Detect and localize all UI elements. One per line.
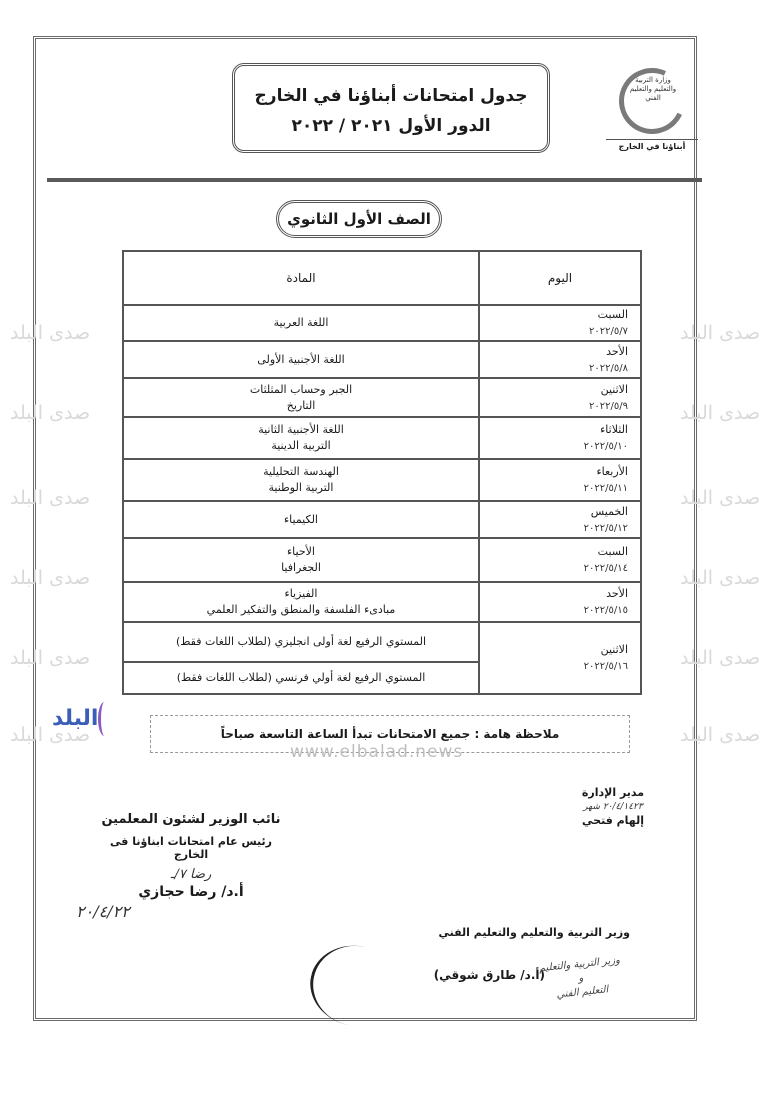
subject-cell xyxy=(123,622,479,662)
watermark-text: صدى البلد xyxy=(10,647,91,669)
subject: التربية الوطنية xyxy=(268,481,334,494)
watermark-text: صدى البلد xyxy=(680,647,761,669)
important-note: ملاحظة هامة : جميع الامتحانات تبدأ الساعة التاسعة صباحاً xyxy=(150,715,630,753)
swirl-icon xyxy=(98,702,111,736)
logo-emblem-text: وزارة التربية والتعليم والتعليم الفني xyxy=(629,76,677,102)
watermark-text: صدى البلد xyxy=(10,567,91,589)
day-date: ٢٠٢٢/٥/١٢ xyxy=(583,522,628,534)
table-row xyxy=(123,378,641,417)
grade-label: الصف الأول الثانوي xyxy=(276,200,442,238)
watermark-text: صدى البلد xyxy=(680,567,761,589)
subject: اللغة العربية xyxy=(273,316,329,329)
subject-cell xyxy=(123,305,479,341)
subject-cell xyxy=(123,538,479,582)
day-date: ٢٠٢٢/٥/٨ xyxy=(589,362,628,374)
subject: التاريخ xyxy=(286,398,316,412)
minister-name: (أ.د/ طارق شوقي) xyxy=(433,968,545,982)
day-name: السبت xyxy=(597,308,628,321)
header-subject: المادة xyxy=(123,251,479,305)
deputy-role: رئيس عام امتحانات ابناؤنا فى الخارج xyxy=(110,835,272,861)
deputy-title: نائب الوزير لشئون المعلمين xyxy=(101,812,281,827)
minister-title: وزير التربية والتعليم والتعليم الفني xyxy=(438,926,630,939)
day-name: الأحد xyxy=(606,587,628,600)
subject-cell xyxy=(123,417,479,459)
brand-text: البلد xyxy=(52,706,99,731)
table-row xyxy=(123,341,641,378)
day-date: ٢٠٢٢/٥/٩ xyxy=(589,400,628,412)
subject: الفيزياء xyxy=(284,587,318,600)
minister-signature xyxy=(330,926,630,982)
day-name: الاثنين xyxy=(600,643,628,656)
day-name: الأحد xyxy=(606,344,628,358)
subject: اللغة الأجنبية الثانية xyxy=(258,423,344,436)
page-subtitle: الدور الأول ٢٠٢١ / ٢٠٢٢ xyxy=(291,116,491,136)
stamp-line: وزير التربية والتعليم xyxy=(538,954,621,975)
day-cell xyxy=(479,582,641,622)
day-name: الثلاثاء xyxy=(600,423,628,436)
exam-schedule-table xyxy=(122,250,642,695)
subject: الأحياء xyxy=(287,545,315,558)
director-handwriting: ٢٠/٤/١٤٢٣ شهر xyxy=(583,802,643,812)
elbalad-logo xyxy=(52,702,113,736)
deputy-handwritten-date: ٢٠/٤/٢٢ xyxy=(76,902,130,921)
day-date: ٢٠٢٢/٥/١٤ xyxy=(583,563,628,574)
subject-cell xyxy=(123,378,479,417)
day-cell xyxy=(479,538,641,582)
subject-cell xyxy=(123,582,479,622)
table-row xyxy=(123,501,641,538)
subject-cell xyxy=(123,341,479,378)
day-cell xyxy=(479,622,641,694)
watermark-text: صدى البلد xyxy=(10,322,91,344)
subject: الهندسة التحليلية xyxy=(263,465,339,478)
subject-cell xyxy=(123,501,479,538)
subject-cell xyxy=(123,662,479,694)
day-name: السبت xyxy=(597,545,628,558)
day-name: الخميس xyxy=(590,504,628,518)
header-day: اليوم xyxy=(479,251,641,305)
day-name: الاثنين xyxy=(600,382,628,396)
subject: المستوي الرفيع لغة أولى انجليزي (لطلاب اللغات فقط) xyxy=(175,635,427,648)
day-date: ٢٠٢٢/٥/١٠ xyxy=(583,441,628,452)
watermark-text: صدى البلد xyxy=(680,322,761,344)
watermark-url: www.elbalad.news xyxy=(290,742,464,762)
subject: مبادىء الفلسفة والمنطق والتفكير العلمي xyxy=(206,603,396,616)
day-cell xyxy=(479,305,641,341)
subject: المستوي الرفيع لغة أولي فرنسي (لطلاب اللغات فقط) xyxy=(176,671,426,684)
table-row xyxy=(123,459,641,501)
day-date: ٢٠٢٢/٥/١٦ xyxy=(583,661,628,672)
director-title: مدير الإدارة xyxy=(581,786,645,799)
day-date: ٢٠٢٢/٥/١٥ xyxy=(583,605,628,616)
subject: اللغة الأجنبية الأولى xyxy=(257,352,345,366)
watermark-text: صدى البلد xyxy=(10,487,91,509)
title-box xyxy=(232,63,550,153)
stamp-line: و xyxy=(577,972,584,985)
header-divider xyxy=(47,178,702,182)
director-signature xyxy=(568,786,658,828)
stamp-line: التعليم الفني xyxy=(555,984,609,1001)
subject: الجبر وحساب المثلثات xyxy=(249,382,353,396)
table-row xyxy=(123,622,641,662)
day-cell xyxy=(479,378,641,417)
director-name: إلهام فتحي xyxy=(582,814,644,827)
day-name: الأربعاء xyxy=(596,465,628,478)
subject: الكيمياء xyxy=(283,512,318,526)
day-cell xyxy=(479,417,641,459)
subject: الجغرافيا xyxy=(281,561,321,574)
table-header-row xyxy=(123,251,641,305)
ministry-logo xyxy=(606,68,698,163)
day-cell xyxy=(479,459,641,501)
page-title: جدول امتحانات أبناؤنا في الخارج xyxy=(254,86,528,106)
day-date: ٢٠٢٢/٥/٧ xyxy=(589,326,628,337)
day-date: ٢٠٢٢/٥/١١ xyxy=(583,483,628,494)
deputy-name: أ.د/ رضا حجازي xyxy=(138,884,244,900)
watermark-text: صدى البلد xyxy=(680,487,761,509)
day-cell xyxy=(479,341,641,378)
logo-caption: أبناؤنا في الخارج xyxy=(606,139,698,151)
day-cell xyxy=(479,501,641,538)
subject: التربية الدينية xyxy=(271,439,331,452)
watermark-text: صدى البلد xyxy=(680,402,761,424)
deputy-handwriting: رضا ٧/ـ xyxy=(170,867,212,882)
subject-cell xyxy=(123,459,479,501)
table-row xyxy=(123,538,641,582)
table-row xyxy=(123,582,641,622)
deputy-signature xyxy=(76,812,286,921)
table-row xyxy=(123,305,641,341)
watermark-text: صدى البلد xyxy=(680,724,761,746)
table-row xyxy=(123,417,641,459)
watermark-text: صدى البلد xyxy=(10,724,91,746)
watermark-text: صدى البلد xyxy=(10,402,91,424)
